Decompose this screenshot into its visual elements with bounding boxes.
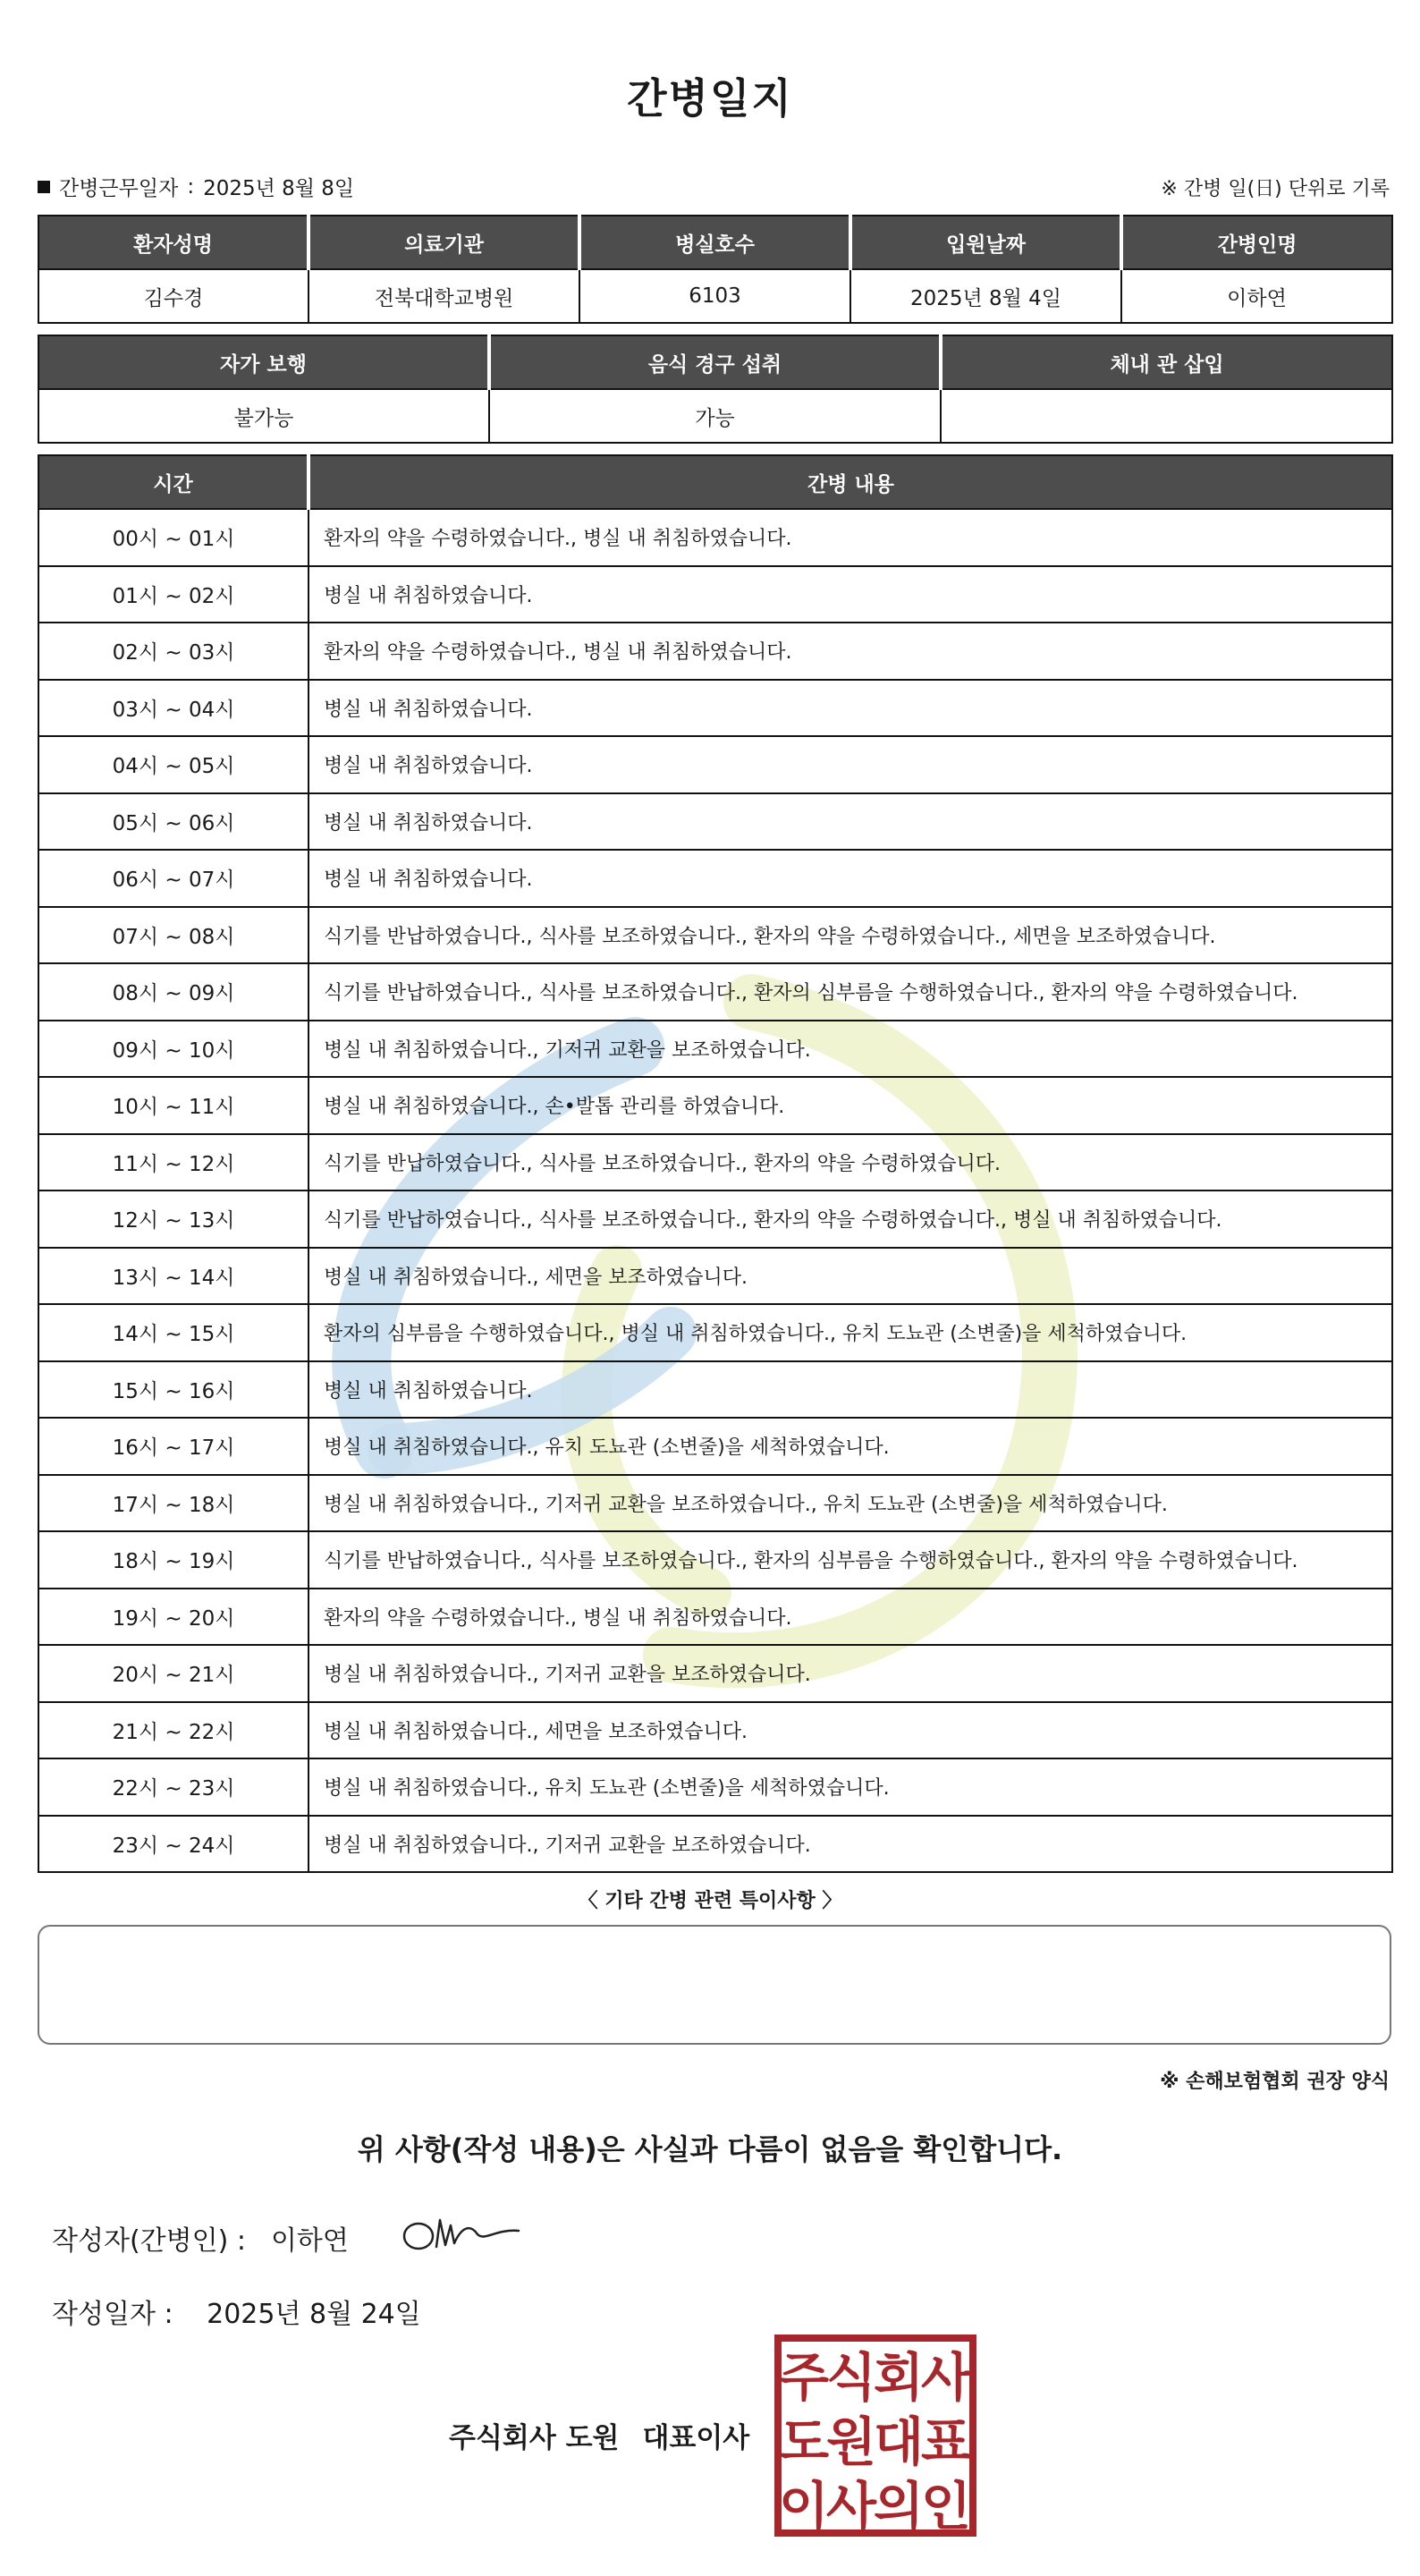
header-oral-intake: 음식 경구 섭취	[489, 335, 941, 389]
patient-info-table	[38, 215, 1393, 324]
seal-character: 표	[920, 2411, 972, 2472]
log-content: 병실 내 취침하였습니다., 손•발톱 관리를 하였습니다.	[309, 1077, 1392, 1134]
company-name: 주식회사 도원	[449, 2422, 620, 2454]
header-time: 시간	[38, 455, 309, 509]
notes-title: 〈 기타 간병 관련 특이사항 〉	[578, 1890, 842, 1912]
care-log-row	[38, 1134, 1392, 1191]
log-time: 10시 ~ 11시	[38, 1077, 309, 1134]
log-content: 병실 내 취침하였습니다., 유치 도뇨관 (소변줄)을 세척하였습니다.	[309, 1418, 1392, 1475]
page-title: 간병일지	[627, 74, 793, 123]
seal-character: 회	[873, 2347, 925, 2408]
care-log-table	[38, 454, 1393, 1873]
care-log-row	[38, 1589, 1392, 1646]
header-hospital: 의료기관	[309, 216, 579, 269]
self-walking-value: 불가능	[38, 389, 489, 443]
log-time: 01시 ~ 02시	[38, 566, 309, 623]
care-log-row	[38, 1077, 1392, 1134]
seal-character: 원	[825, 2411, 877, 2472]
log-content: 환자의 심부름을 수행하였습니다., 병실 내 취침하였습니다., 유치 도뇨관 (소변줄)을 세척하였습니다.	[309, 1304, 1392, 1361]
log-content: 병실 내 취침하였습니다., 세면을 보조하였습니다.	[309, 1248, 1392, 1305]
log-time: 16시 ~ 17시	[38, 1418, 309, 1475]
log-content: 병실 내 취침하였습니다., 세면을 보조하였습니다.	[309, 1702, 1392, 1759]
care-log-row	[38, 1531, 1392, 1589]
patient-info-header-row	[38, 216, 1392, 269]
writer-name: 이하연	[270, 2225, 349, 2257]
log-time: 22시 ~ 23시	[38, 1758, 309, 1816]
log-time: 19시 ~ 20시	[38, 1589, 309, 1646]
care-log-row	[38, 793, 1392, 851]
log-time: 13시 ~ 14시	[38, 1248, 309, 1305]
seal-character: 사	[920, 2347, 972, 2408]
log-time: 05시 ~ 06시	[38, 793, 309, 851]
log-time: 03시 ~ 04시	[38, 680, 309, 737]
log-time: 06시 ~ 07시	[38, 850, 309, 907]
work-date-separator: :	[187, 174, 195, 199]
log-time: 21시 ~ 22시	[38, 1702, 309, 1759]
patient-status-header-row	[38, 335, 1392, 389]
log-time: 07시 ~ 08시	[38, 907, 309, 964]
confirmation-statement: 위 사항(작성 내용)은 사실과 다름이 없음을 확인합니다.	[357, 2132, 1063, 2166]
header-room-number: 병실호수	[579, 216, 850, 269]
handwritten-signature	[399, 2207, 524, 2261]
header-patient-name: 환자성명	[38, 216, 309, 269]
care-log-row	[38, 963, 1392, 1021]
log-time: 12시 ~ 13시	[38, 1191, 309, 1248]
log-time: 08시 ~ 09시	[38, 963, 309, 1021]
care-log-header-row	[38, 455, 1392, 509]
log-time: 15시 ~ 16시	[38, 1361, 309, 1419]
seal-character: 식	[825, 2347, 877, 2408]
log-time: 00시 ~ 01시	[38, 509, 309, 566]
patient-status-value-row	[38, 389, 1392, 443]
log-time: 14시 ~ 15시	[38, 1304, 309, 1361]
company-signoff	[449, 2415, 749, 2455]
room-number: 6103	[579, 269, 850, 323]
care-log-row	[38, 1021, 1392, 1078]
oral-intake-value: 가능	[489, 389, 941, 443]
tube-insertion-value	[941, 389, 1392, 443]
company-seal-stamp	[773, 2333, 978, 2538]
log-content: 병실 내 취침하였습니다., 유치 도뇨관 (소변줄)을 세척하였습니다.	[309, 1758, 1392, 1816]
care-log-row	[38, 907, 1392, 964]
work-date-label: 간병근무일자	[59, 177, 179, 200]
writer-label: 작성자(간병인) :	[52, 2225, 246, 2257]
header-admission-date: 입원날짜	[850, 216, 1121, 269]
log-time: 20시 ~ 21시	[38, 1645, 309, 1702]
patient-status-table	[38, 335, 1393, 444]
seal-character: 인	[920, 2476, 972, 2537]
log-time: 17시 ~ 18시	[38, 1475, 309, 1532]
header-caregiver-name: 간병인명	[1121, 216, 1392, 269]
square-bullet-icon	[38, 181, 50, 193]
seal-character: 주	[778, 2347, 830, 2408]
log-time: 09시 ~ 10시	[38, 1021, 309, 1078]
written-date-value: 2025년 8월 24일	[207, 2299, 421, 2330]
special-notes-box	[38, 1925, 1391, 2045]
care-log-row	[38, 1758, 1392, 1816]
seal-character: 대	[873, 2411, 925, 2472]
written-date-label: 작성일자 :	[52, 2299, 173, 2330]
log-time: 04시 ~ 05시	[38, 736, 309, 793]
log-content: 병실 내 취침하였습니다.	[309, 850, 1392, 907]
patient-name: 김수경	[38, 269, 309, 323]
care-log-rows	[38, 509, 1392, 1872]
care-log-row	[38, 1248, 1392, 1305]
log-content: 병실 내 취침하였습니다.	[309, 736, 1392, 793]
log-content: 병실 내 취침하였습니다.	[309, 1361, 1392, 1419]
log-content: 환자의 약을 수령하였습니다., 병실 내 취침하였습니다.	[309, 509, 1392, 566]
log-time: 11시 ~ 12시	[38, 1134, 309, 1191]
care-log-row	[38, 1475, 1392, 1532]
care-log-row	[38, 1304, 1392, 1361]
care-log-row	[38, 509, 1392, 566]
care-log-row	[38, 566, 1392, 623]
care-log-row	[38, 1191, 1392, 1248]
log-content: 식기를 반납하였습니다., 식사를 보조하였습니다., 환자의 약을 수령하였습니다., 병실 내 취침하였습니다.	[309, 1191, 1392, 1248]
care-log-row	[38, 1418, 1392, 1475]
log-content: 병실 내 취침하였습니다., 기저귀 교환을 보조하였습니다.	[309, 1645, 1392, 1702]
log-time: 18시 ~ 19시	[38, 1531, 309, 1589]
log-content: 식기를 반납하였습니다., 식사를 보조하였습니다., 환자의 약을 수령하였습니다., 세면을 보조하였습니다.	[309, 907, 1392, 964]
company-title: 대표이사	[642, 2422, 750, 2454]
form-source-note: ※ 손해보험협회 권장 양식	[1160, 2071, 1390, 2093]
care-log-row	[38, 623, 1392, 680]
writer-line	[52, 2218, 349, 2258]
care-log-row	[38, 1702, 1392, 1759]
log-content: 식기를 반납하였습니다., 식사를 보조하였습니다., 환자의 약을 수령하였습니다.	[309, 1134, 1392, 1191]
care-log-row	[38, 850, 1392, 907]
seal-character: 의	[873, 2476, 925, 2537]
log-time: 02시 ~ 03시	[38, 623, 309, 680]
seal-character: 이	[778, 2476, 830, 2537]
log-content: 병실 내 취침하였습니다., 기저귀 교환을 보조하였습니다.	[309, 1021, 1392, 1078]
header-self-walking: 자가 보행	[38, 335, 489, 389]
log-content: 병실 내 취침하였습니다.	[309, 680, 1392, 737]
log-content: 환자의 약을 수령하였습니다., 병실 내 취침하였습니다.	[309, 623, 1392, 680]
seal-character: 사	[825, 2476, 877, 2537]
log-content: 식기를 반납하였습니다., 식사를 보조하였습니다., 환자의 심부름을 수행하였습니다., 환자의 약을 수령하였습니다.	[309, 1531, 1392, 1589]
log-content: 환자의 약을 수령하였습니다., 병실 내 취침하였습니다.	[309, 1589, 1392, 1646]
caregiver-name: 이하연	[1121, 269, 1392, 323]
log-content: 식기를 반납하였습니다., 식사를 보조하였습니다., 환자의 심부름을 수행하였습니다., 환자의 약을 수령하였습니다.	[309, 963, 1392, 1021]
work-date-value: 2025년 8월 8일	[203, 177, 355, 200]
care-log-row	[38, 1645, 1392, 1702]
seal-character: 도	[778, 2411, 830, 2472]
hospital-name: 전북대학교병원	[309, 269, 579, 323]
patient-info-value-row	[38, 269, 1392, 323]
log-content: 병실 내 취침하였습니다.	[309, 566, 1392, 623]
care-log-row	[38, 680, 1392, 737]
log-content: 병실 내 취침하였습니다.	[309, 793, 1392, 851]
log-content: 병실 내 취침하였습니다., 기저귀 교환을 보조하였습니다., 유치 도뇨관 (소변줄)을 세척하였습니다.	[309, 1475, 1392, 1532]
work-date	[38, 172, 354, 201]
header-tube-insertion: 체내 관 삽입	[941, 335, 1392, 389]
log-time: 23시 ~ 24시	[38, 1816, 309, 1873]
written-date-line	[52, 2292, 421, 2331]
header-care-content: 간병 내용	[309, 455, 1392, 509]
record-unit-note: ※ 간병 일(日) 단위로 기록	[1161, 178, 1390, 200]
care-log-row	[38, 1816, 1392, 1873]
care-log-row	[38, 1361, 1392, 1419]
log-content: 병실 내 취침하였습니다., 기저귀 교환을 보조하였습니다.	[309, 1816, 1392, 1873]
admission-date: 2025년 8월 4일	[850, 269, 1121, 323]
care-log-row	[38, 736, 1392, 793]
